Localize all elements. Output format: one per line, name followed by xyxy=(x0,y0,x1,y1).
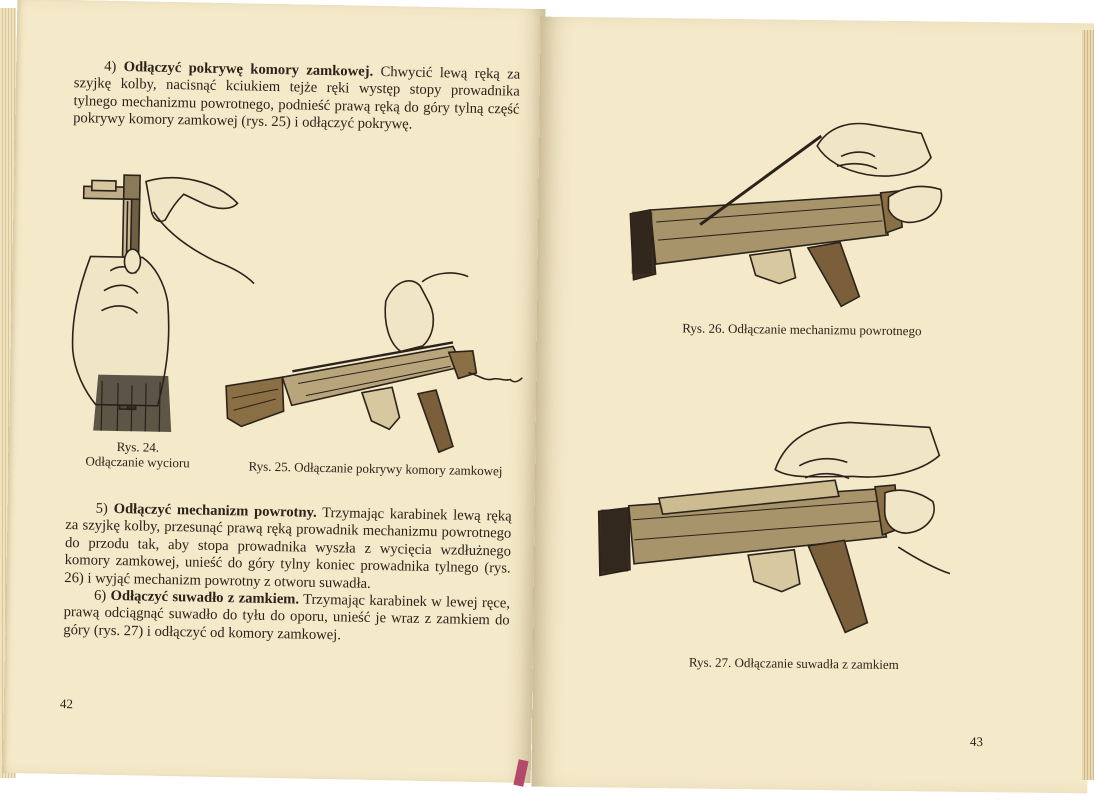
section-5-number: 5) xyxy=(95,500,109,517)
figure-25-caption: Rys. 25. Odłączanie pokrywy komory zamkowej xyxy=(248,458,503,479)
section-6-body: Trzymając karabinek w lewej ręce, prawą odciągnąć suwadło do tyłu do oporu, unieść je wraz z zamkiem do góry (rys. 27) i odłączyć od komory zamkowej. xyxy=(63,591,511,644)
section-4 xyxy=(73,58,520,136)
right-page-number: 43 xyxy=(969,733,983,750)
figure-24-title: Odłączanie wycioru xyxy=(85,453,190,471)
section-5 xyxy=(63,500,512,648)
figure-26-caption: Rys. 26. Odłączanie mechanizmu powrotnego xyxy=(682,320,922,339)
right-page-edges xyxy=(1082,30,1094,780)
figure-24-caption xyxy=(62,438,213,471)
section-4-heading: Odłączyć pokrywę komory zamkowej. xyxy=(123,59,374,80)
left-page-number: 42 xyxy=(59,695,74,712)
section-5-body: Trzymając karabinek lewą ręką za szyjkę kolby, przesunąć prawą ręką prowadnik mechanizmu powrotnego do przodu tak, aby stopa prowadnika wyszła z wycięcia wzdłużnego komory zamkowej, unieść do góry tylny koniec prowadnika tylnego (rys. 26) i wyjąć mechanizm powrotny z otworu suwadła. xyxy=(64,504,512,592)
section-6-number: 6) xyxy=(93,587,107,604)
figure-27-caption: Rys. 27. Odłączanie suwadła z zamkiem xyxy=(688,654,899,673)
section-4-number: 4) xyxy=(104,58,117,75)
section-6-heading: Odłączyć suwadło z zamkiem. xyxy=(110,587,300,608)
figure-24-number: Rys. 24. xyxy=(116,438,160,455)
section-4-body: Chwycić lewą ręką za szyjkę kolby, nacisnąć kciukiem tejże ręki występ stopy prowadnika tylnego mechanizmu powrotnego, podnieść prawą ręką do góry tylną część pokrywy komory zamkowej (rys. 25) i odłączyć pokrywę. xyxy=(73,63,521,133)
section-5-heading: Odłączyć mechanizm powrotny. xyxy=(113,500,317,521)
right-page xyxy=(531,17,1094,794)
figure-26-illustration xyxy=(629,114,961,318)
figure-27-illustration xyxy=(597,393,960,637)
figure-25-illustration xyxy=(221,258,525,464)
left-page xyxy=(3,0,546,783)
